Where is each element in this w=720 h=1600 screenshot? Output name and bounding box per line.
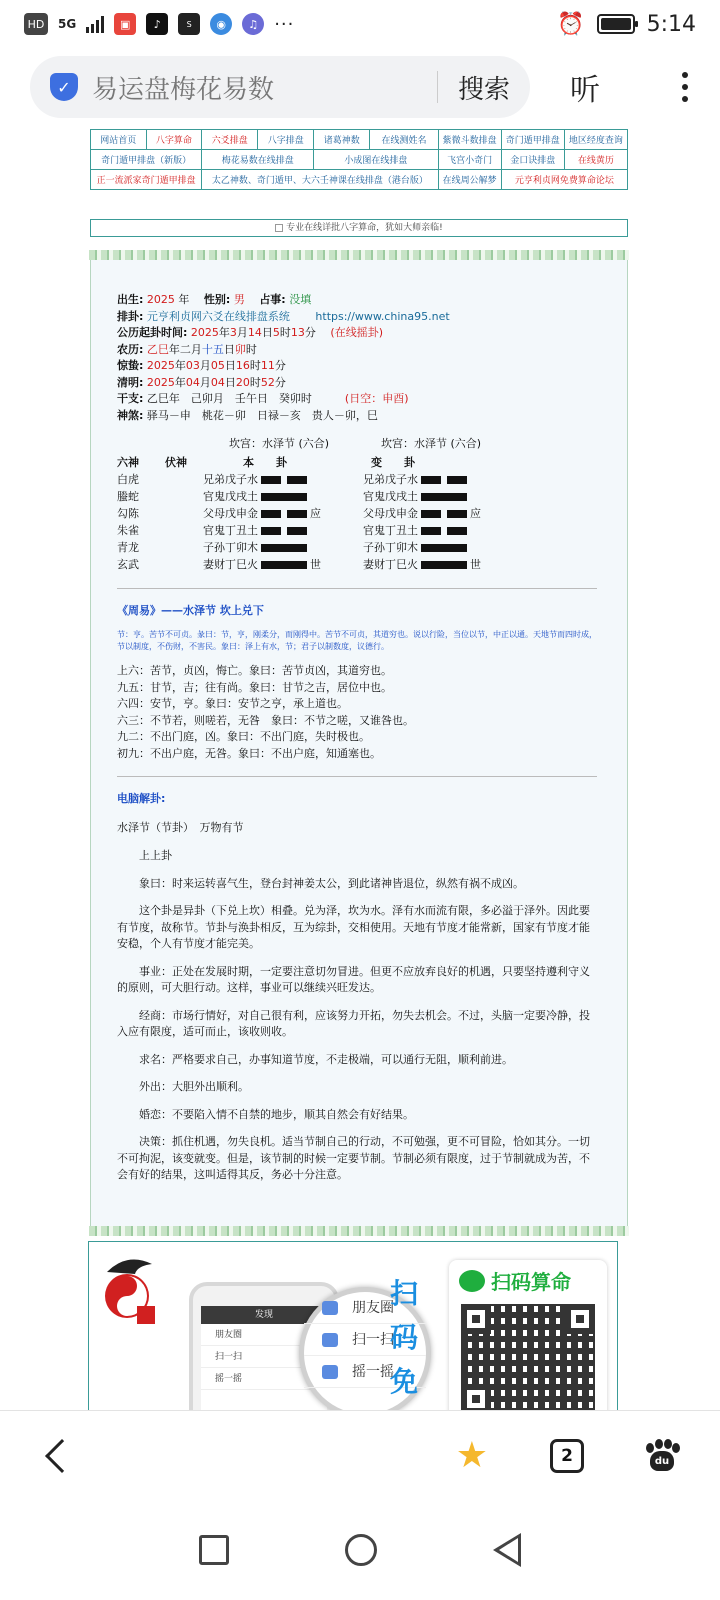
nav-link[interactable]: 网站首页	[91, 130, 147, 150]
yang-line	[421, 544, 467, 552]
music-icon: ♫	[242, 13, 264, 35]
ad-vertical-char: 扫	[389, 1277, 418, 1310]
hd-icon: HD	[24, 13, 48, 35]
jiegua-paragraph: 决策：抓住机遇，勿失良机。适当节制自己的行动，不可勉强，更不可冒险，恰如其分。一切不可拘泥，该变就变。但是，该节制的时候一定要节制。节制必须有限度，过于节制就成为苦，不会有好的结果，这叫适得其反，务必十分注意。	[117, 1135, 590, 1181]
recents-button[interactable]	[199, 1535, 229, 1565]
site-link[interactable]: https://www.china95.net	[315, 309, 450, 323]
search-button[interactable]: 搜索	[457, 74, 510, 105]
yin-line	[261, 510, 307, 518]
broken-image-icon	[275, 224, 283, 232]
yin-line	[421, 510, 467, 518]
browser-notification-icon: ◉	[210, 13, 232, 35]
yao-line: 九五：甘节，吉；往有尚。象曰：甘节之吉，居位中也。	[117, 680, 392, 694]
nav-link[interactable]: 在线周公解梦	[438, 170, 501, 190]
url-text: 易运盘梅花易数	[92, 74, 275, 105]
app-notification-icon: ▣	[114, 13, 136, 35]
jiegua-level: 上上卦	[139, 849, 172, 862]
browser-address-bar	[0, 52, 720, 122]
nav-link[interactable]: 在线测姓名	[370, 130, 438, 150]
hexagram-line-row: 青龙 子孙丁卯木 子孙丁卯木	[117, 540, 597, 557]
nav-row	[91, 150, 628, 170]
nav-link[interactable]: 奇门遁甲排盘	[501, 130, 564, 150]
result-panel	[90, 253, 628, 1233]
info-jingzhe-row: 惊蛰: 2025年03月05日16时11分	[117, 359, 286, 372]
divider	[117, 776, 597, 777]
nav-link[interactable]: 在线黄历	[564, 150, 627, 170]
panel-border-bottom	[89, 1226, 629, 1236]
network-label: 5G	[58, 17, 77, 31]
ad-vertical-char: 码	[389, 1321, 418, 1354]
alarm-icon: ⏰	[557, 11, 585, 37]
magnified-menu-item: 摇一摇	[304, 1356, 426, 1388]
yang-line	[261, 561, 307, 569]
divider	[117, 588, 597, 589]
nav-link[interactable]: 奇门遁甲排盘（新版）	[91, 150, 202, 170]
yin-line	[421, 527, 467, 535]
jiegua-paragraph: 外出：大胆外出顺利。	[139, 1080, 249, 1093]
qr-code	[461, 1304, 595, 1410]
phone-menu-item: 摇一摇	[201, 1368, 327, 1390]
jiegua-paragraph: 象曰：时来运转喜气生，登台封神姜太公，到此诸神皆退位，纵然有祸不成凶。	[139, 876, 524, 890]
yin-line	[421, 476, 467, 484]
info-gongli-row: 公历起卦时间: 2025年3月14日5时13分 (在线摇卦)	[117, 326, 383, 339]
tiktok-icon: ♪	[146, 13, 168, 35]
phone-menu-item: 朋友圈	[201, 1324, 327, 1346]
yin-line	[261, 476, 307, 484]
menu-item-icon	[322, 1333, 338, 1347]
yao-line: 六三：不节若，则嗟若，无咎 象曰：不节之嗟，又谁咎也。	[117, 713, 414, 727]
bookmark-star-icon[interactable]: ★	[455, 1435, 488, 1476]
menu-item-icon	[322, 1365, 338, 1379]
ad-vertical-text	[389, 1272, 419, 1404]
panel-border-top	[89, 250, 629, 260]
clock: 5:14	[646, 11, 696, 37]
jiegua-paragraph: 事业：正处在发展时期，一定要注意切勿冒进。但更不应放弃良好的机遇，只要坚持遵利守义的原则，可大胆行动。这样，事业可以继续兴旺发达。	[117, 964, 590, 994]
back-icon[interactable]	[45, 1439, 79, 1473]
nav-link[interactable]: 飞宫小奇门	[438, 150, 501, 170]
yao-line: 上六：苦节，贞凶，悔亡。象曰：苦节贞凶，其道穷也。	[117, 664, 392, 677]
info-birth-row: 出生: 2025 年 性别: 男 占事: 没填	[117, 293, 312, 306]
jiegua-title: 电脑解卦:	[117, 792, 166, 805]
zhouyi-title: 《周易》——水泽节 坎上兑下	[117, 603, 264, 617]
yang-line	[261, 493, 307, 501]
nav-link[interactable]: 诸葛神数	[314, 130, 370, 150]
hexagram-table	[117, 455, 597, 574]
nav-link[interactable]: 六爻排盘	[202, 130, 258, 150]
jiegua-paragraph: 婚恋：不要陷入情不自禁的地步，顺其自然会有好结果。	[139, 1107, 414, 1121]
yao-line: 六四：安节，亨。象曰：安节之亨，承上道也。	[117, 697, 348, 710]
hexagram-palace-row: 坎宫：水泽节 (六合) 坎宫：水泽节 (六合)	[228, 437, 482, 450]
info-nongli-row: 农历: 乙巳年二月十五日卯时	[117, 342, 257, 356]
yin-line	[261, 527, 307, 535]
jiegua-paragraph: 求名：严格要求自己，办事知道节度，不走极端，可以通行无阻，顺利前进。	[139, 1052, 513, 1066]
dragon-logo-icon	[97, 1252, 159, 1332]
nav-row	[91, 130, 628, 150]
phone-illustration: 发现 朋友圈 扫一扫 摇一摇	[189, 1282, 339, 1410]
info-paipan-row: 排卦: 元亨利贞网六爻在线排盘系统 https://www.china95.net	[117, 309, 450, 323]
nav-link[interactable]: 梅花易数在线排盘	[202, 150, 314, 170]
url-divider	[437, 71, 438, 103]
nav-link[interactable]: 太乙神数、奇门遁甲、大六壬神课在线排盘（港台版）	[202, 170, 438, 190]
yang-line	[421, 561, 467, 569]
hexagram-line-row: 勾陈 父母戊申金 应 父母戊申金 应	[117, 506, 481, 520]
ad-vertical-char: 免	[389, 1365, 418, 1398]
nav-link[interactable]: 紫微斗数排盘	[438, 130, 501, 150]
nav-link[interactable]: 地区经度查询	[564, 130, 627, 150]
site-nav-table	[90, 129, 628, 190]
yao-list	[117, 663, 597, 762]
info-shensha-row: 神煞: 驿马－申 桃花－卯 日禄－亥 贵人－卯，巳	[117, 408, 378, 422]
yang-line	[261, 544, 307, 552]
online-cast-link[interactable]: (在线摇卦)	[330, 326, 383, 339]
signal-icon	[86, 15, 104, 33]
qr-title: 扫码算命	[491, 1270, 571, 1294]
nav-link[interactable]: 金口诀排盘	[501, 150, 564, 170]
yang-line	[421, 493, 467, 501]
url-field[interactable]	[30, 56, 530, 118]
system-back-button[interactable]	[493, 1533, 521, 1567]
qr-ad-banner[interactable]	[88, 1241, 618, 1410]
nav-link[interactable]: 正一流派家奇门遁甲排盘	[91, 170, 202, 190]
browser-bottom-toolbar	[0, 1410, 720, 1500]
baidu-paw-icon[interactable]: du	[644, 1439, 680, 1473]
hexagram-line-row: 朱雀 官鬼丁丑土 官鬼丁丑土	[117, 523, 597, 540]
jiegua-name: 水泽节（节卦） 万物有节	[117, 820, 244, 834]
listen-button[interactable]: 听	[570, 73, 600, 108]
yao-line: 九二：不出门庭，凶。象曰：不出门庭，失时极也。	[117, 730, 370, 743]
info-ganzhi-row: 干支: 乙巳年 己卯月 壬午日 癸卯时 (日空：申酉)	[117, 392, 409, 405]
info-qingming-row: 清明: 2025年04月04日20时52分	[117, 375, 286, 389]
phone-menu-item: 扫一扫	[201, 1346, 327, 1368]
soul-icon: S	[178, 13, 200, 35]
yao-line: 初九：不出户庭，无咎。象曰：不出户庭，知通塞也。	[117, 746, 381, 760]
promo-banner-text: 专业在线详批八字算命，犹如大师亲临!	[286, 223, 443, 233]
jiegua-paragraphs	[117, 876, 597, 1184]
hexagram-line-row: 螣蛇 官鬼戊戌土 官鬼戊戌土	[117, 489, 597, 506]
shield-icon: ✓	[50, 73, 78, 101]
nav-link[interactable]: 元亨利贞网免费算命论坛	[501, 170, 627, 190]
nav-row	[91, 170, 628, 190]
status-bar	[0, 0, 720, 48]
jiegua-paragraph: 经商：市场行情好，对自己很有利，应该努力开拓，勿失去机会。不过，头脑一定要冷静，投入应有限度，适可而止，该收则收。	[117, 1008, 590, 1038]
magnified-menu-item: 朋友圈	[304, 1292, 426, 1324]
system-nav-bar	[0, 1500, 720, 1600]
nav-link[interactable]: 八字算命	[146, 130, 202, 150]
promo-banner-image[interactable]	[90, 219, 628, 237]
more-notifications-icon: ···	[274, 13, 295, 35]
hexagram-line-row: 白虎 兄弟戊子水 兄弟戊子水	[117, 472, 597, 489]
more-menu-icon[interactable]	[680, 72, 690, 102]
magnified-menu-item: 扫一扫	[304, 1324, 426, 1356]
nav-link[interactable]: 小成图在线排盘	[314, 150, 438, 170]
battery-icon	[597, 14, 635, 34]
hexagram-line-row: 玄武 妻财丁巳火 世 妻财丁巳火 世	[117, 557, 481, 571]
home-button[interactable]	[345, 1534, 377, 1566]
wechat-icon	[459, 1270, 485, 1292]
zhouyi-summary: 节：亨。苦节不可贞。彖曰：节，亨，刚柔分，而刚得中。苦节不可贞，其道穷也。说以行险，当位以节，中正以通。天地节而四时成，节以制度，不伤财，不害民。象曰：泽上有水，节；君子以制数度，议德行。	[117, 630, 597, 651]
jiegua-paragraph: 这个卦是异卦（下兑上坎）相叠。兑为泽，坎为水。泽有水而流有限，多必溢于泽外。因此要有节度，故称节。节卦与涣卦相反，互为综卦，交相使用。天地有节度才能常新，国家有节度才能安稳，个人有节度才能完美。	[117, 904, 590, 950]
menu-item-icon	[322, 1301, 338, 1315]
qr-card	[449, 1260, 607, 1410]
tabs-button[interactable]: 2	[550, 1439, 584, 1473]
web-content	[0, 125, 720, 1410]
nav-link[interactable]: 八字排盘	[258, 130, 314, 150]
hexagram-header-row: 六神 伏神 本 卦 变 卦	[117, 455, 415, 469]
